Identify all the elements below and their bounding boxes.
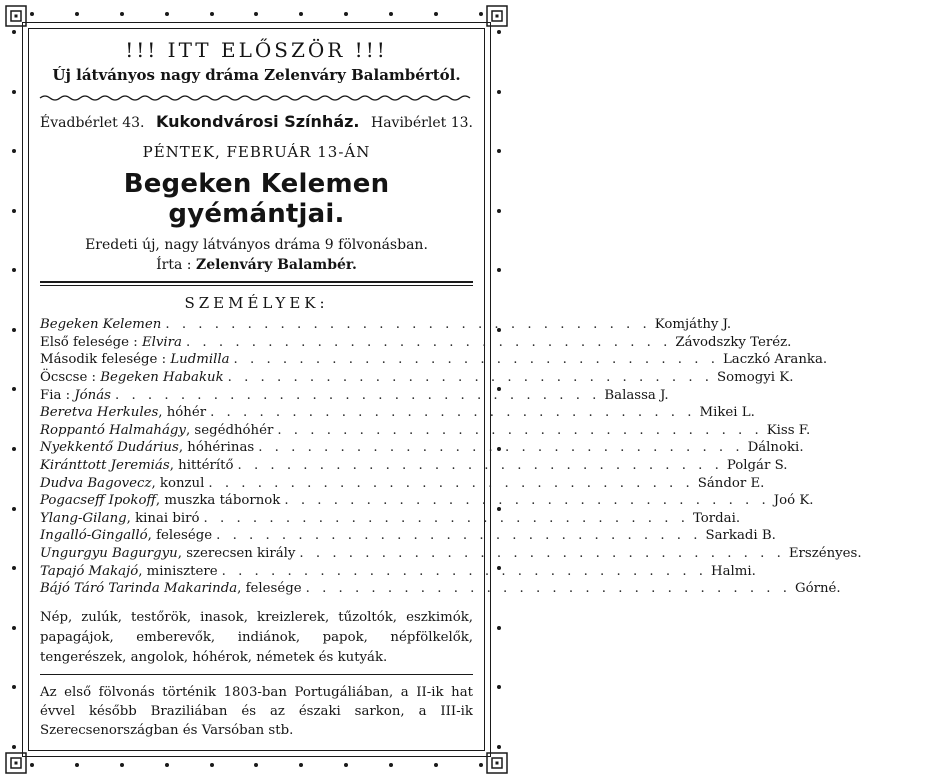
role-name: Beretva Herkules — [40, 405, 159, 421]
leader-dots: . . . . . . . . . . . . . . . . . . . . . . . . . . . . . . — [277, 422, 763, 438]
role-suffix: , hóhérinas — [178, 440, 255, 456]
corner-ornament-icon — [4, 4, 28, 28]
cast-role — [40, 546, 295, 561]
cast-row — [40, 334, 792, 352]
cast-row — [40, 316, 732, 334]
cast-role — [40, 528, 212, 543]
season-subscription: Évadbérlet 43. — [40, 115, 145, 131]
leader-dots: . . . . . . . . . . . . . . . . . . . . . . . . . . . . . . — [258, 440, 744, 456]
corner-ornament-icon — [4, 751, 28, 775]
cast-role — [40, 335, 182, 350]
leader-dots: . . . . . . . . . . . . . . . . . . . . . . . . . . . . . . — [216, 528, 702, 544]
role-suffix: , konzul — [151, 475, 205, 491]
cast-row — [40, 422, 811, 440]
leader-dots: . . . . . . . . . . . . . . . . . . . . . . . . . . . . . . — [203, 510, 689, 526]
cast-role — [40, 317, 161, 332]
role-name: Ingalló-Gingalló — [40, 528, 148, 544]
cast-actor: Dálnoki. — [747, 440, 804, 456]
role-name: Ludmilla — [170, 352, 230, 368]
role-suffix: , szerecsen király — [177, 546, 296, 562]
cast-actor: Polgár S. — [726, 458, 788, 474]
cast-row — [40, 474, 765, 492]
cast-actor: Tordai. — [692, 510, 741, 526]
role-suffix: , muszka tábornok — [155, 493, 281, 509]
role-name: Kiránttott Jeremiás — [40, 458, 170, 474]
role-name: Pogacseff Ipokoff — [40, 493, 156, 509]
role-prefix: Első felesége : — [40, 334, 142, 350]
cast-actor: Komjáthy J. — [654, 317, 732, 333]
leader-dots: . . . . . . . . . . . . . . . . . . . . . . . . . . . . . . — [233, 352, 719, 368]
cast-role — [40, 370, 224, 385]
cast-role — [40, 423, 273, 438]
cast-row — [40, 386, 669, 404]
corner-ornament-icon — [485, 751, 509, 775]
role-suffix: , minisztere — [138, 563, 218, 579]
role-suffix: , felesége — [147, 528, 213, 544]
cast-row — [40, 510, 741, 528]
author-label: Írta : — [156, 257, 192, 273]
wavy-divider — [40, 94, 473, 102]
divider-thin-bottom — [40, 674, 473, 675]
cast-row — [40, 404, 755, 422]
role-name: Tapajó Makajó — [40, 563, 139, 579]
cast-role — [40, 388, 111, 403]
cast-row — [40, 580, 841, 598]
cast-actor: Laczkó Aranka. — [722, 352, 828, 368]
cast-actor: Závodszky Teréz. — [675, 334, 792, 350]
cast-actor: Balassa J. — [604, 387, 669, 403]
cast-row — [40, 527, 776, 545]
cast-role — [40, 476, 204, 491]
performance-date: PÉNTEK, FEBRUÁR 13-ÁN — [142, 143, 371, 161]
cast-row — [40, 351, 828, 369]
cast-role — [40, 581, 302, 596]
role-name: Begeken Kelemen — [40, 317, 162, 333]
cast-role — [40, 440, 254, 455]
poster-content — [40, 30, 862, 740]
role-name: Elvira — [141, 334, 182, 350]
leader-dots: . . . . . . . . . . . . . . . . . . . . . . . . . . . . . . — [237, 458, 723, 474]
leader-dots: . . . . . . . . . . . . . . . . . . . . . . . . . . . . . . — [299, 546, 785, 562]
leader-dots: . . . . . . . . . . . . . . . . . . . . . . . . . . . . . . — [305, 581, 791, 597]
author-name: Zelenváry Balambér. — [195, 257, 357, 273]
monthly-subscription: Havibérlet 13. — [370, 115, 473, 131]
cast-role — [40, 493, 280, 508]
role-prefix: Fia : — [40, 387, 75, 403]
divider-thick — [40, 281, 473, 283]
crowd-list: Nép, zulúk, testőrök, inasok, kreizlerek, tűzoltók, eszkimók, papagájok, emberevők, indiánok, papok, népfölkelők, tengerészek, angolok, hóhérok, németek és kutyák. — [40, 609, 473, 665]
subscription-line — [40, 112, 473, 131]
cast-row — [40, 457, 788, 475]
role-prefix: Második felesége : — [40, 352, 171, 368]
cast-row — [40, 439, 804, 457]
cast-role — [40, 511, 200, 526]
leader-dots: . . . . . . . . . . . . . . . . . . . . . . . . . . . . . . — [165, 317, 651, 333]
cast-row — [40, 545, 862, 563]
cast-actor: Górné. — [795, 581, 841, 597]
role-name: Ylang-Gilang — [40, 510, 127, 526]
role-name: Bájó Táró Tarinda Makarinda — [40, 581, 238, 597]
cast-actor: Somogyi K. — [717, 370, 794, 386]
corner-ornament-icon — [485, 4, 509, 28]
leader-dots: . . . . . . . . . . . . . . . . . . . . . . . . . . . . . . — [115, 387, 601, 403]
cast-role — [40, 405, 206, 420]
cast-heading: SZEMÉLYEK: — [184, 294, 329, 312]
cast-actor: Kiss F. — [766, 422, 811, 438]
role-name: Begeken Habakuk — [100, 370, 224, 386]
role-suffix: , segédhóhér — [185, 422, 274, 438]
role-name: Jónás — [74, 387, 111, 403]
divider-thin — [40, 285, 473, 286]
author-line — [40, 257, 473, 273]
leader-dots: . . . . . . . . . . . . . . . . . . . . . . . . . . . . . . — [227, 370, 714, 386]
leader-dots: . . . . . . . . . . . . . . . . . . . . . . . . . . . . . . — [208, 475, 694, 491]
cast-row — [40, 369, 794, 387]
subtitle: Új látványos nagy dráma Zelenváry Balambértól. — [52, 66, 461, 84]
role-suffix: , hóhér — [158, 405, 207, 421]
role-suffix: , kinai biró — [126, 510, 200, 526]
cast-actor: Sarkadi B. — [705, 528, 776, 544]
role-prefix: Öcscse : — [40, 370, 101, 386]
leader-dots: . . . . . . . . . . . . . . . . . . . . . . . . . . . . . . — [185, 334, 672, 350]
setting-note: Az első fölvonás történik 1803-ban Portugáliában, a II-ik hat évvel később Braziliában és az északi sarkon, a III-ik Szerecsenországban és Varsóban stb. — [40, 684, 473, 738]
leader-dots: . . . . . . . . . . . . . . . . . . . . . . . . . . . . . . — [210, 405, 696, 421]
role-suffix: , hittérítő — [169, 458, 234, 474]
cast-actor: Sándor E. — [697, 475, 765, 491]
left-edge-ornament — [7, 30, 21, 749]
leader-dots: . . . . . . . . . . . . . . . . . . . . . . . . . . . . . . — [221, 563, 708, 579]
cast-role — [40, 458, 233, 473]
announcement: !!! ITT ELŐSZÖR !!! — [125, 38, 388, 62]
cast-role — [40, 564, 218, 579]
cast-row — [40, 562, 756, 580]
leader-dots: . . . . . . . . . . . . . . . . . . . . . . . . . . . . . . — [284, 493, 770, 509]
play-description: Eredeti új, nagy látványos dráma 9 fölvonásban. — [85, 237, 428, 253]
cast-actor: Joó K. — [773, 493, 814, 509]
play-title: Begeken Kelemen gyémántjai. — [123, 169, 390, 229]
theatre-name: Kukondvárosi Színház. — [155, 112, 360, 131]
role-name: Dudva Bagovecz — [40, 475, 152, 491]
cast-actor: Mikei L. — [699, 405, 755, 421]
role-name: Nyekkentő Dudárius — [40, 440, 179, 456]
role-name: Ungurgyu Bagurgyu — [40, 546, 178, 562]
cast-actor: Erszényes. — [788, 546, 862, 562]
top-edge-ornament — [30, 7, 483, 21]
bottom-edge-ornament — [30, 758, 483, 772]
cast-row — [40, 492, 814, 510]
role-name: Roppantó Halmahágy — [40, 422, 186, 438]
cast-actor: Halmi. — [711, 563, 756, 579]
cast-role — [40, 352, 230, 367]
role-suffix: , felesége — [237, 581, 302, 597]
cast-list — [40, 316, 862, 598]
